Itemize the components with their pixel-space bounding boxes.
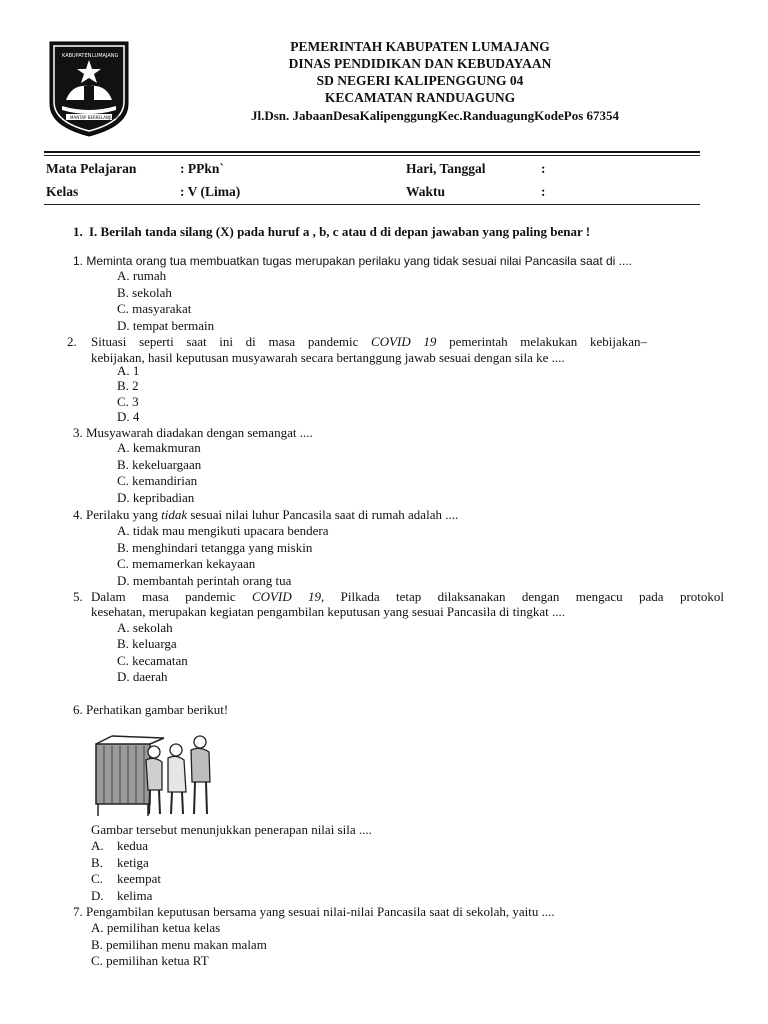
class-value: : V (Lima): [180, 184, 241, 199]
answer-option[interactable]: B. keluarga: [117, 636, 177, 651]
header-government: PEMERINTAH KABUPATEN LUMAJANG: [290, 39, 550, 54]
class-label: Kelas: [46, 184, 79, 199]
option-text: ketiga: [117, 855, 149, 870]
voting-booth-illustration: [92, 734, 216, 820]
question-text: pemerintah melakukan kebijakan–: [436, 334, 647, 349]
answer-option[interactable]: A. kemakmuran: [117, 440, 201, 455]
logo-text-right: LUMAJANG: [92, 53, 119, 59]
answer-option[interactable]: B. sekolah: [117, 285, 172, 300]
day-value: :: [541, 161, 546, 176]
question-text: Pengambilan keputusan bersama yang sesuai nilai-nilai Pancasila saat di sekolah, yaitu ....: [86, 904, 555, 919]
subject-value: : PPkn`: [180, 161, 224, 176]
answer-option[interactable]: C. masyarakat: [117, 301, 192, 316]
option-letter: C.: [91, 871, 103, 886]
info-rule: [44, 204, 700, 205]
answer-option[interactable]: A. sekolah: [117, 620, 173, 635]
question-number: 6.: [73, 702, 83, 717]
header-district: KECAMATAN RANDUAGUNG: [324, 90, 516, 105]
option-text: keempat: [117, 871, 162, 886]
header-school-name: SD NEGERI KALIPENGGUNG 04: [316, 73, 524, 88]
answer-option[interactable]: [91, 871, 161, 887]
instruction-text: I. Berilah tanda silang (X) pada huruf a , b, c atau d di depan jawaban yang paling benar !: [89, 224, 591, 239]
answer-option[interactable]: C. memamerkan kekayaan: [117, 556, 256, 571]
question-2-line2: kebijakan, hasil keputusan musyawarah secara bertanggung jawab sesuai dengan sila ke ....: [91, 350, 565, 365]
answer-option[interactable]: [91, 888, 152, 904]
answer-option[interactable]: D. tempat bermain: [117, 318, 215, 333]
question-text: Perilaku yang: [86, 507, 162, 522]
question-text: Dalam masa pandemic: [91, 589, 252, 604]
question-number: 2.: [67, 334, 77, 349]
answer-option[interactable]: B. pemilihan menu makan malam: [91, 937, 267, 952]
question-text: sesuai nilai luhur Pancasila saat di rumah adalah ....: [187, 507, 459, 522]
question-text: Pilkada tetap dilaksanakan dengan mengacu pada protokol: [324, 589, 724, 604]
option-letter: A.: [91, 838, 104, 853]
answer-option[interactable]: D. membantah perintah orang tua: [117, 573, 292, 588]
question-2-line1: [91, 334, 647, 350]
question-text: Situasi seperti saat ini di masa pandemic: [91, 334, 372, 349]
question-number: 5.: [73, 589, 83, 604]
question-4: [73, 507, 458, 523]
answer-option[interactable]: A. tidak mau mengikuti upacara bendera: [117, 523, 329, 538]
header-rule-thick: [44, 151, 700, 153]
option-text: kedua: [117, 838, 149, 853]
question-number: 1.: [73, 254, 84, 268]
answer-option[interactable]: B. menghindari tetangga yang miskin: [117, 540, 313, 555]
question-6: [73, 702, 228, 718]
question-italic: COVID 19: [371, 334, 437, 349]
answer-option[interactable]: C. 3: [117, 394, 139, 409]
answer-option[interactable]: [91, 838, 148, 854]
answer-option[interactable]: A. 1: [117, 363, 140, 378]
question-text: Perhatikan gambar berikut!: [86, 702, 229, 717]
header-department: DINAS PENDIDIKAN DAN KEBUDAYAAN: [288, 56, 552, 71]
answer-option[interactable]: [91, 855, 149, 871]
question-5-line1: [91, 589, 724, 605]
answer-option[interactable]: D. 4: [117, 409, 140, 424]
question-3: [73, 425, 313, 441]
answer-option[interactable]: D. daerah: [117, 669, 168, 684]
option-text: kelima: [117, 888, 153, 903]
answer-option[interactable]: C. kecamatan: [117, 653, 188, 668]
question-number: 4.: [73, 507, 83, 522]
header-address: Jl.Dsn. JabaanDesaKalipenggungKec.RanduagungKodePos 67354: [250, 108, 620, 123]
option-letter: D.: [91, 888, 104, 903]
question-5-line2: kesehatan, merupakan kegiatan pengambilan keputusan yang sesuai Pancasila di tingkat ....: [91, 604, 565, 619]
header-rule-thin: [44, 155, 700, 156]
question-number: 3.: [73, 425, 83, 440]
time-value: :: [541, 184, 546, 199]
question-text: Meminta orang tua membuatkan tugas merupakan perilaku yang tidak sesuai nilai Pancasila saat di ....: [86, 254, 632, 268]
answer-option[interactable]: A. rumah: [117, 268, 167, 283]
answer-option[interactable]: A. pemilihan ketua kelas: [91, 920, 221, 935]
instruction-number: 1.: [73, 224, 83, 239]
answer-option[interactable]: C. kemandirian: [117, 473, 198, 488]
answer-option[interactable]: C. pemilihan ketua RT: [91, 953, 209, 968]
day-label: Hari, Tanggal: [406, 161, 486, 176]
answer-option[interactable]: D. kepribadian: [117, 490, 195, 505]
question-text: Musyawarah diadakan dengan semangat ....: [86, 425, 313, 440]
question-italic: tidak: [161, 507, 188, 522]
school-logo: [48, 40, 130, 138]
question-italic: COVID 19,: [251, 589, 325, 604]
question-number: 7.: [73, 904, 83, 919]
logo-text-left: KABUPATEN: [62, 53, 92, 59]
question-7: [73, 904, 555, 920]
time-label: Waktu: [406, 184, 446, 199]
answer-option[interactable]: B. kekeluargaan: [117, 457, 202, 472]
answer-option[interactable]: B. 2: [117, 378, 139, 393]
option-letter: B.: [91, 855, 103, 870]
subject-label: Mata Pelajaran: [46, 161, 137, 176]
question-6-caption: Gambar tersebut menunjukkan penerapan nilai sila ....: [91, 822, 372, 837]
question-1: [73, 253, 632, 269]
logo-motto: MANTAP BERKELANJUTAN: [70, 115, 121, 120]
